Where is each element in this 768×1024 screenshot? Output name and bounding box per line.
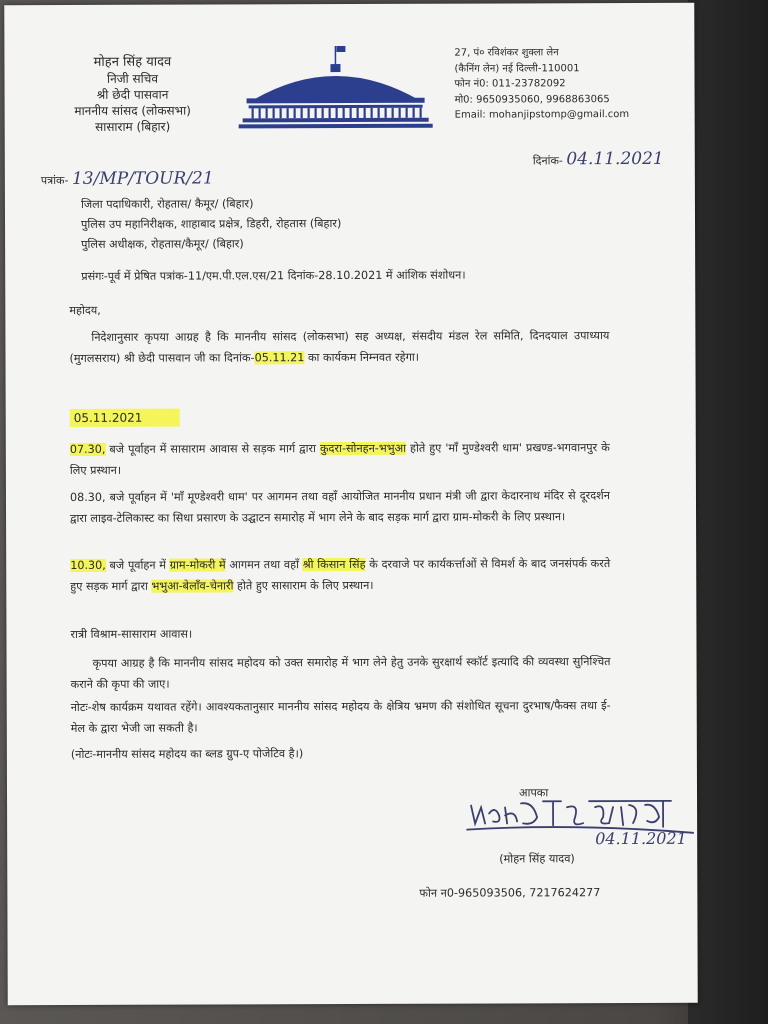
sender-designation: निजी सचिव [106,71,159,86]
recipient-1: जिला पदाधिकारी, रोहतास/ कैमूर/ (बिहार) [80,197,254,211]
sender-for-title: माननीय सांसद (लोकसभा) [74,103,191,118]
reference-label: पत्रांक- [40,173,69,188]
item-3-text-d: होते हुए सासाराम के लिए प्रस्थान। [233,578,374,593]
date-value: 04.11.2021 [566,148,664,170]
item-1-text-b: होते हुए 'माँ मुण्डेश्वरी धाम' प्रखण्ड-भगवानपुर के लिए प्रस्थान। [69,441,610,477]
schedule-date: 05.11.2021 [70,409,180,427]
address-line-2: (कैनिंग लेन) नई दिल्ली-110001 [454,62,580,75]
intro-text-2: का कार्यकम निम्नवत रहेगा। [304,350,420,365]
intro-text-1: निदेशानुसार कृपया आग्रह है कि माननीय सांसद (लोकसभा) सह अध्यक्ष, संसदीय मंडल रेल समिति, दिनदयाल उपाध्याय (मुगलसराय) श्री छेदी पासवान जी का दिनांक- [69,329,610,365]
intro-date-highlight: 05.11.21 [254,351,305,365]
reference-value: 13/MP/TOUR/21 [71,168,214,189]
item-3-route: भभुआ-बेलाँव-चेनारी [151,579,234,593]
letter-page [4,3,697,1005]
sender-name: मोहन सिंह यादव [93,54,172,70]
item-3-text-b: आगमन तथा वहाँ [225,558,303,572]
recipient-2: पुलिस उप महानिरीक्षक, शाहाबाद प्रक्षेत्र, डिहरी, रोहतास (बिहार) [80,217,342,231]
intro-paragraph [69,325,609,369]
address-block [454,45,629,123]
item-2-time: 08.30, [69,490,106,504]
signature-date: 04.11.2021 [595,828,687,849]
item-3-village: ग्राम-मोकरी में [169,558,226,572]
schedule-item-1 [70,437,610,481]
signatory-name: (मोहन सिंह यादव) [499,852,575,866]
contact-phone: फोन न0-965093506, 7217624277 [419,886,601,900]
item-3-text-a: बजे पूर्वाहन में [105,558,170,572]
subject-line: प्रसंगः-पूर्व में प्रेषित पत्रांक-11/एम.पी.एल.एस/21 दिनांक-28.10.2021 में आंशिक संशोधन। [81,268,466,283]
parliament-emblem-icon [232,42,438,133]
closing: आपका [518,786,549,800]
schedule-item-3 [70,553,610,597]
note-2: (नोटः-माननीय सांसद महोदय का ब्लड ग्रुप-ए पोजेटिव है।) [70,747,304,761]
sender-for-name: श्री छेदी पासवान [96,87,169,102]
item-1-route: कुदरा-सोनहन-भभुआ [319,441,407,456]
night-stay: रात्री विश्राम-सासाराम आवास। [70,627,193,641]
desk-edge [688,0,768,1024]
reference-number [41,168,214,189]
address-email: Email: mohanjipstomp@gmail.com [454,109,630,121]
address-phone: फोन नं0: 011-23782092 [454,78,566,90]
item-3-time: 10.30, [70,558,106,572]
recipient-3: पुलिस अधीक्षक, रोहतास/कैमूर/ (बिहार) [81,237,244,251]
address-mobile: मो0: 9650935060, 9968863065 [454,93,610,106]
sender-constituency: सासाराम (बिहार) [95,119,171,134]
sender-block [32,54,232,135]
salutation: महोदय, [69,303,101,317]
request-paragraph: कृपया आग्रह है कि माननीय सांसद महोदय को उक्त समारोह में भाग लेने हेतु उनके सुरक्षार्थ स्कॉर्ट इत्यादि की व्यवस्था सुनिश्चित कराने की कृपा की जाए। [70,655,611,691]
note-1: नोटः-शेष कार्यक्रम यथावत रहेंगे। आवश्यकतानुसार माननीय सांसद महोदय के क्षेत्रिय भ्रमण की संशोधित सूचना दुरभाष/फैक्स तथा ई-मेल के द्वारा भेजी जा सकती है। [70,699,611,735]
item-2-text-a: बजे पूर्वाहन में 'माँ मूण्डेश्वरी धाम' पर आगमन तथा वहाँ आयोजित माननीय प्रधान मंत्री जी द्वारा केदारनाथ मंदिर से दूरदर्शन द्वारा लाइव-टेलिकास्ट का सिधा प्रसारण के उद्घाटन समारोह में भाग लेने के बाद सड़क मार्ग द्वारा ग्राम-मोकरी के लिए प्रस्थान। [70,489,610,525]
schedule-item-2 [70,485,610,529]
item-3-text-c: के दरवाजे पर कार्यकर्त्ताओं से विमर्श के बाद जनसंपर्क करते हुए सड़क मार्ग द्वारा [70,557,611,593]
date-label: दिनांक- [532,154,563,168]
item-1-text-a: बजे पूर्वाहन में सासाराम आवास से सड़क मार्ग द्वारा [105,442,320,456]
address-line-1: 27, पं० रविशंकर शुक्ला लेन [454,47,559,59]
letter-date [533,149,664,169]
item-1-time: 07.30, [69,442,106,456]
item-3-person: श्री किसान सिंह [302,557,366,572]
